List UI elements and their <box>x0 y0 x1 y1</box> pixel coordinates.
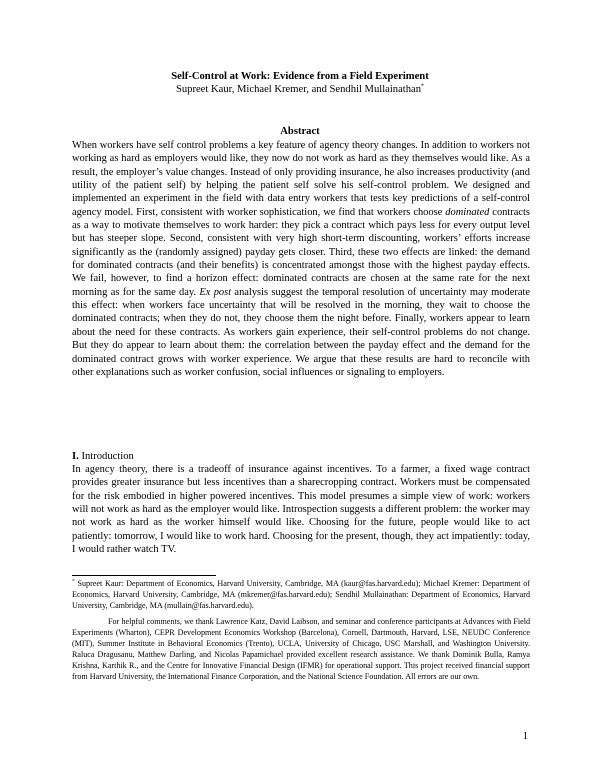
abstract-emphasis-ex-post: Ex post <box>199 286 232 298</box>
footnote-affiliations <box>72 578 530 611</box>
introduction-heading <box>72 450 528 463</box>
footnote-acknowledgments: For helpful comments, we thank Lawrence Katz, David Laibson, and seminar and conference participants at Advances with Field Experiments (Wharton), CEPR Development Economics Workshop (Barcelona), Cornell, Dartmouth, Harvard, LSE, NEUDC Conference (MIT), Summer Institute in Behavioral Economics (Trento), UCLA, University of Chicago, USC Marshall, and Washington University. Raluca Dragusanu, Matthew Darling, and Nicolas Papamichael provided excellent research assistance. We thank Dominik Bulla, Ramya Krishna, Karthik R., and the Centre for Innovative Financial Design (IFMR) for operational support. This project received financial support from Harvard University, the International Finance Corporation, and the National Science Foundation. All errors are our own. <box>72 617 530 681</box>
section-title: Introduction <box>81 451 134 462</box>
author-list <box>72 83 528 96</box>
abstract-emphasis-dominated: dominated <box>445 206 490 218</box>
abstract-text-part-2: contracts as a way to motivate themselves to work harder: they pick a contract which pays less for every output level but has steeper slope. Second, consistent with very high short-term discounting, workers’ efforts increase significantly as the (randomly assigned) payday gets closer. Third, these two effects are linked: the demand for dominated contracts (and their benefits) is concentrated amongst those with the highest payday effects. We fail, however, to find a horizon effect: dominated contracts are chosen at the same rate for the next morning as for the same day. <box>72 206 530 298</box>
abstract-heading: Abstract <box>280 126 320 137</box>
abstract-text-part-3: analysis suggest the temporal resolution of uncertainty may moderate this effect: when workers face uncertainty that will be resolved in the morning, they wait to choose the dominated contracts; when they do not, they choose them the night before. Finally, workers appear to learn about the need for these contracts. As workers gain experience, their self-control problems do not change. But they do appear to learn about them: the correlation between the payday effect and the demand for the dominated contract grows with worker experience. We argue that these results are hard to reconcile with other explanations such as worker confusion, social influences or signaling to employers. <box>72 286 530 378</box>
paper-title: Self-Control at Work: Evidence from a Field Experiment <box>171 71 429 82</box>
author-names: Supreet Kaur, Michael Kremer, and Sendhil Mullainathan <box>175 84 422 95</box>
page-number: 1 <box>522 731 528 742</box>
introduction-body: In agency theory, there is a tradeoff of insurance against incentives. To a farmer, a fixed wage contract provides greater insurance but less incentives than a sharecropping contract. Workers must be compensated for the risk embodied in higher powered incentives. This model presumes a simple view of work: workers will not work as hard as the employer would like. Introspection suggests a different problem: the worker may not work as hard as the worker himself would like. Choosing for the future, people would like to act patiently: tomorrow, I would like to work hard. Choosing for the present, though, they act impatiently: today, I would rather watch TV. <box>72 464 530 556</box>
footnote-marker: * <box>72 578 75 585</box>
footnote-separator <box>72 575 216 576</box>
author-footnote-marker: * <box>421 83 425 90</box>
abstract-body <box>72 139 530 379</box>
abstract-text-part-1: When workers have self control problems a key feature of agency theory changes. In addition to workers not working as hard as employers would like, they now do not work as hard as they themselves would like. As a result, the employer’s value changes. Instead of only providing insurance, he also increases productivity (and utility of the patient self) by helping the patient self solve his self-control problem. We designed and implemented an experiment in the field with data entry workers that tests key predictions of a self-control agency model. First, consistent with worker sophistication, we find that workers choose <box>72 140 530 218</box>
section-number: I. <box>72 451 79 462</box>
footnote-affiliations-text: Supreet Kaur: Department of Economics, Harvard University, Cambridge, MA (kaur@fas.harvard.edu); Michael Kremer: Department of Economics, Harvard University, Cambridge, MA (mkremer@fas.harvard.edu); Sendhil Mullainathan: Department of Economics, Harvard University, Cambridge, MA (mullain@fas.harvard.edu). <box>72 579 530 610</box>
